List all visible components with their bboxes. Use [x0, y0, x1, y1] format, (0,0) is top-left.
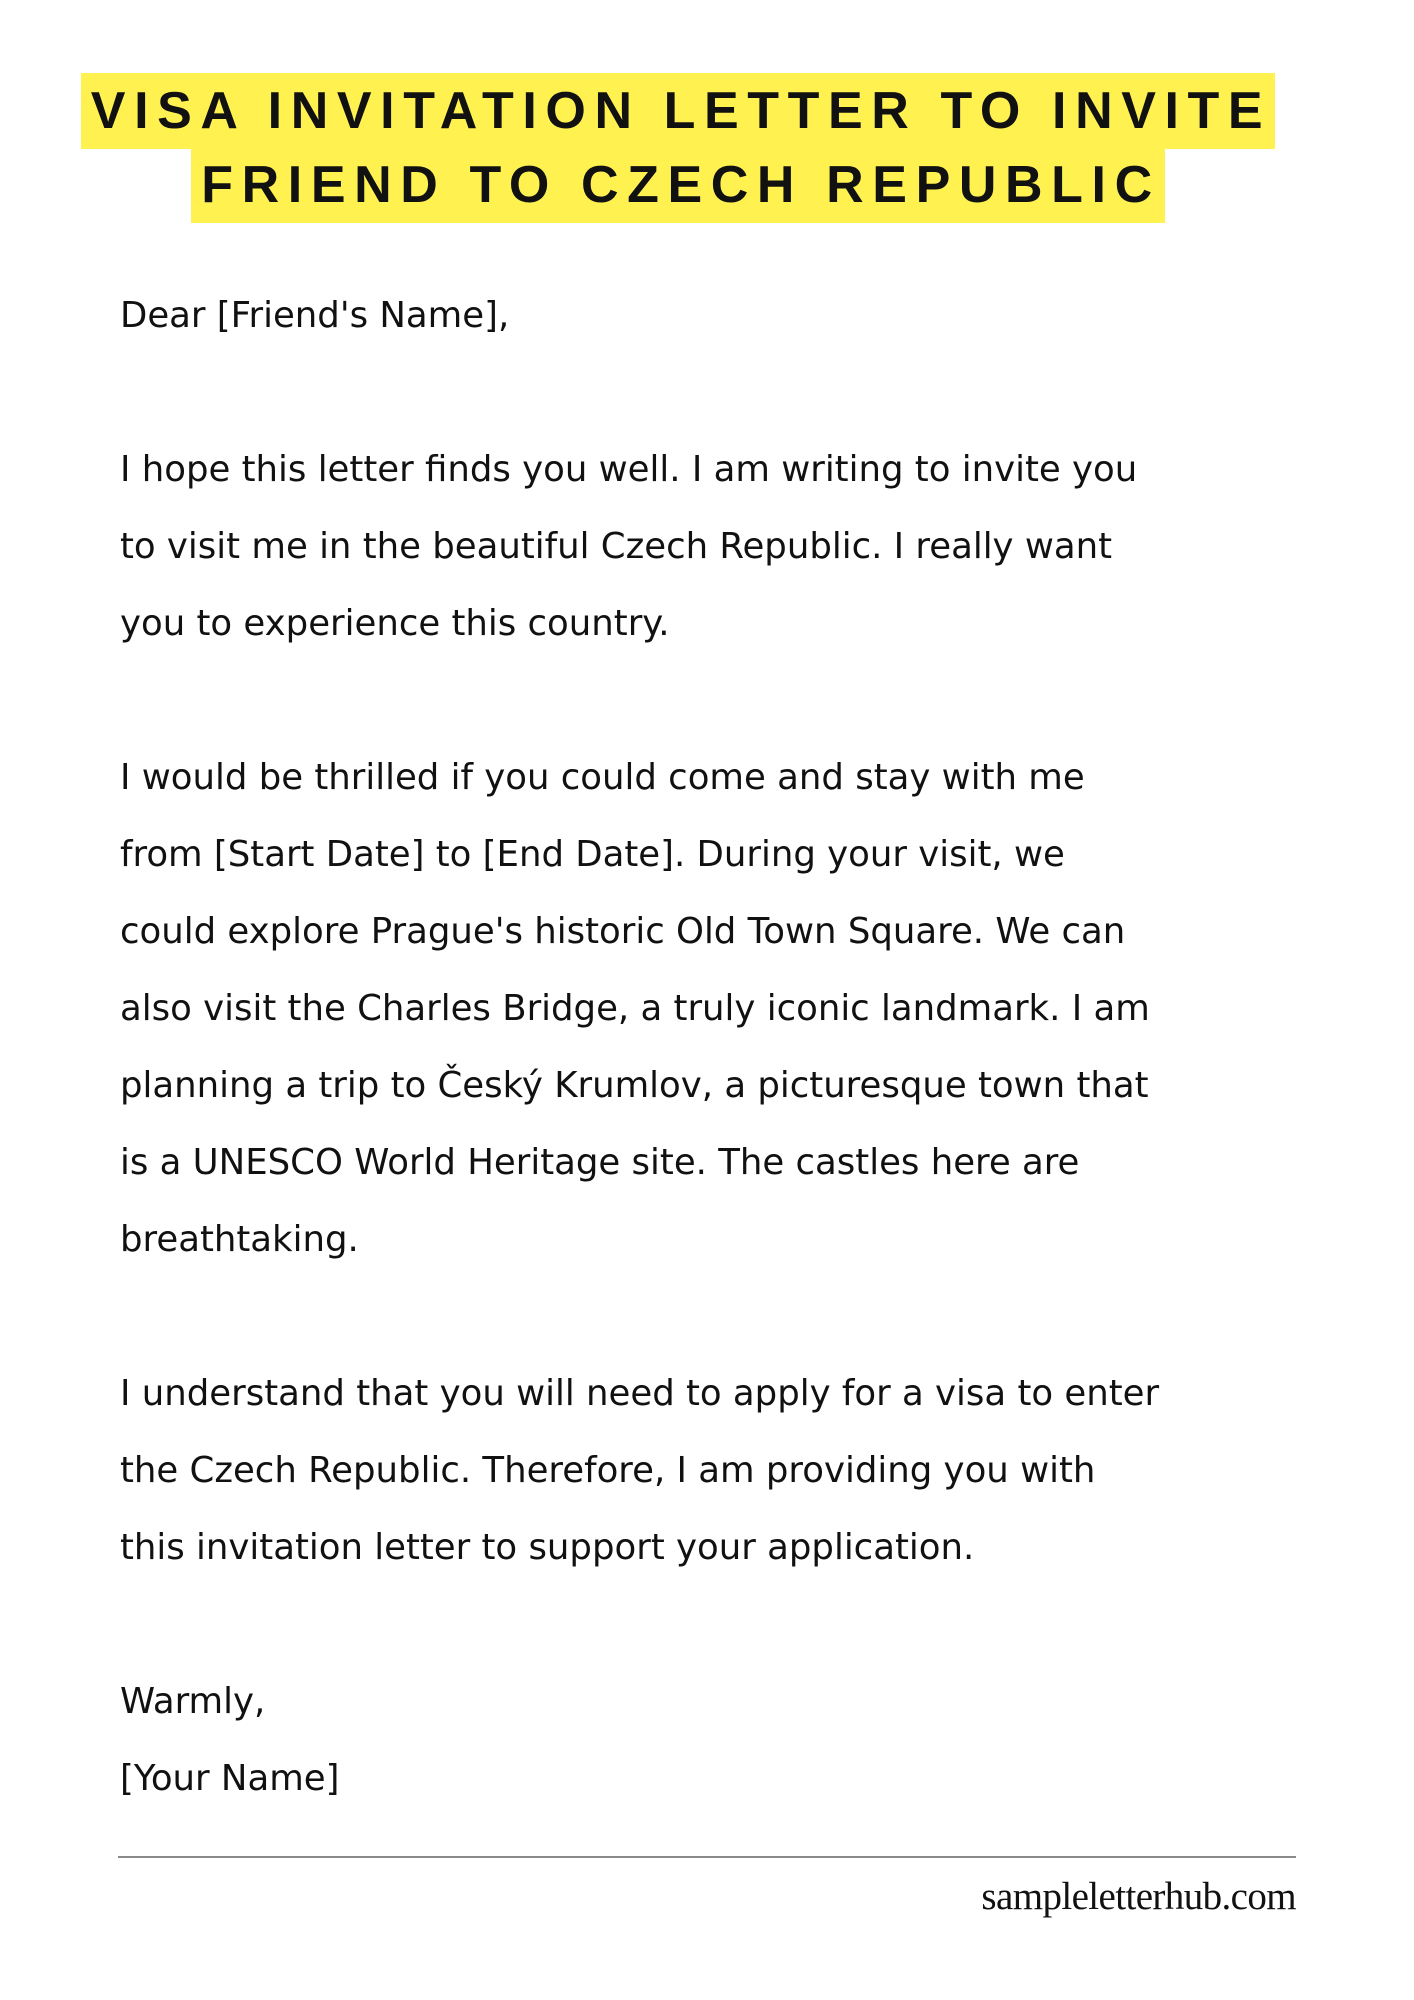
closing: Warmly,: [120, 1681, 266, 1722]
paragraph-line: to visit me in the beautiful Czech Republic. I really want: [120, 526, 1113, 567]
paragraph-line: could explore Prague's historic Old Town Square. We can: [120, 911, 1126, 952]
blank-line: [120, 1278, 1370, 1355]
paragraph-line: you to experience this country.: [120, 603, 670, 644]
paragraph-3: [120, 1355, 1370, 1586]
paragraph-line: I understand that you will need to apply for a visa to enter: [120, 1373, 1160, 1414]
letter-body: [120, 277, 1370, 1817]
title-line-2: [0, 147, 1414, 221]
paragraph-1: [120, 431, 1370, 662]
title-highlight-2: FRIEND TO CZECH REPUBLIC: [191, 147, 1164, 223]
paragraph-line: I hope this letter finds you well. I am writing to invite you: [120, 449, 1138, 490]
paragraph-line: planning a trip to Český Krumlov, a picturesque town that: [120, 1065, 1149, 1106]
blank-line: [120, 662, 1370, 739]
paragraph-2: [120, 739, 1370, 1278]
blank-line: [120, 1586, 1370, 1663]
blank-line: [120, 354, 1370, 431]
salutation: Dear [Friend's Name],: [120, 295, 510, 336]
paragraph-line: also visit the Charles Bridge, a truly iconic landmark. I am: [120, 988, 1150, 1029]
title-highlight-1: VISA INVITATION LETTER TO INVITE: [81, 73, 1275, 149]
paragraph-line: this invitation letter to support your application.: [120, 1527, 975, 1568]
paragraph-line: breathtaking.: [120, 1219, 359, 1260]
paragraph-line: is a UNESCO World Heritage site. The castles here are: [120, 1142, 1080, 1183]
paragraph-line: from [Start Date] to [End Date]. During your visit, we: [120, 834, 1065, 875]
title-line-1: [0, 73, 1414, 147]
letter-title: [0, 73, 1414, 221]
website-footer: sampleletterhub.com: [981, 1875, 1296, 1918]
paragraph-line: I would be thrilled if you could come and stay with me: [120, 757, 1085, 798]
paragraph-line: the Czech Republic. Therefore, I am providing you with: [120, 1450, 1096, 1491]
footer-divider: [118, 1856, 1296, 1858]
signature: [Your Name]: [120, 1758, 340, 1799]
